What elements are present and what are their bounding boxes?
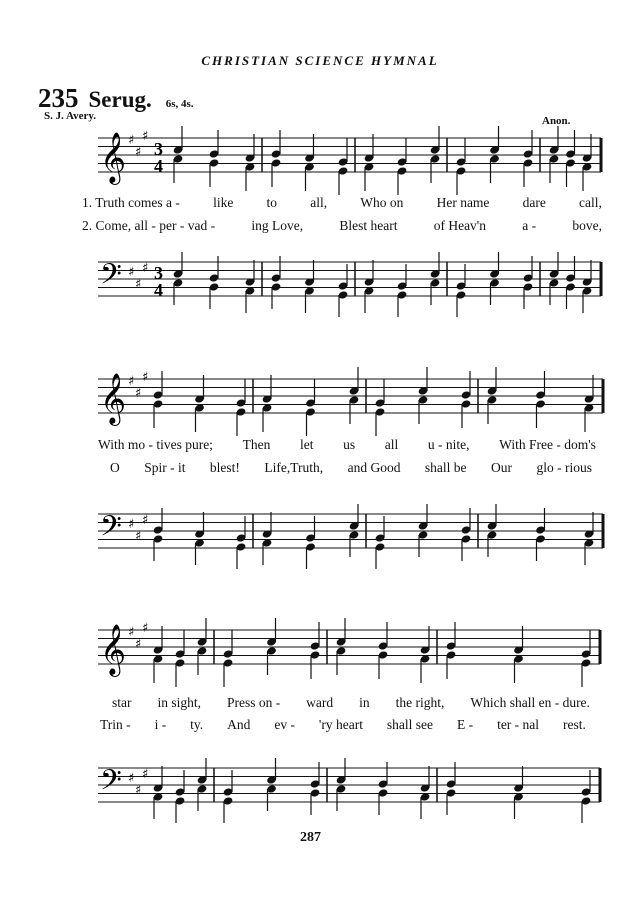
bass-clef: 𝄢 <box>100 764 122 804</box>
lyric-syllable: With mo - tives pure; <box>98 437 213 452</box>
bass-clef: 𝄢 <box>100 258 122 298</box>
lyric-syllable: dare <box>522 195 546 210</box>
lyric-syllable: of Heav'n <box>433 218 486 233</box>
sharp-sign: ♯ <box>128 133 135 148</box>
lyric-line-2-verse-1 <box>98 437 596 453</box>
lyric-syllable: glo - rious <box>536 460 592 475</box>
lyric-syllable: u - nite, <box>427 437 470 452</box>
sharp-sign: ♯ <box>128 265 135 280</box>
author: S. J. Avery. <box>44 110 97 122</box>
lyric-syllable: and Good <box>347 460 401 475</box>
lyric-syllable: With Free - dom's <box>499 437 596 452</box>
sharp-sign: ♯ <box>135 145 142 160</box>
sharp-sign: ♯ <box>128 771 135 786</box>
treble-clef: 𝄞 <box>100 373 127 424</box>
lyric-syllable: 2. Come, all - per - vad - <box>82 218 216 233</box>
sharp-sign: ♯ <box>128 517 135 532</box>
lyric-syllable: 1. Truth comes a - <box>82 195 180 210</box>
lyric-syllable: Which shall en - dure. <box>470 695 590 710</box>
lyric-syllable: Our <box>491 460 512 475</box>
lyric-syllable: Then <box>242 437 271 452</box>
sharp-sign: ♯ <box>135 386 142 401</box>
time-signature-top: 3 <box>154 263 163 283</box>
composer: Anon. <box>542 115 571 127</box>
lyric-syllable: ev - <box>274 717 295 732</box>
lyric-syllable: Who on <box>360 195 404 210</box>
lyric-line-2-verse-2 <box>110 460 592 476</box>
sharp-sign: ♯ <box>142 621 149 636</box>
lyric-line-3-verse-2 <box>100 717 586 733</box>
sharp-sign: ♯ <box>135 529 142 544</box>
lyric-syllable: i - <box>154 717 167 732</box>
lyric-syllable: ter - nal <box>497 717 540 732</box>
lyric-syllable: ty. <box>190 717 204 732</box>
running-head: CHRISTIAN SCIENCE HYMNAL <box>201 53 439 68</box>
lyric-syllable: ing Love, <box>251 218 304 233</box>
lyric-syllable: bove, <box>572 218 602 233</box>
meter: 6s, 4s. <box>165 98 194 110</box>
lyric-syllable: Her name <box>436 195 490 210</box>
sharp-sign: ♯ <box>142 370 149 385</box>
lyric-syllable: like <box>213 195 234 210</box>
lyric-syllable: Trin - <box>100 717 131 732</box>
lyric-line-3-verse-1 <box>112 695 590 711</box>
hymn-number: 235 <box>38 83 79 113</box>
sharp-sign: ♯ <box>135 637 142 652</box>
lyric-syllable: call, <box>579 195 602 210</box>
lyric-syllable: the right, <box>395 695 445 710</box>
lyric-syllable: O <box>110 460 120 475</box>
sharp-sign: ♯ <box>135 277 142 292</box>
lyric-syllable: Spir - it <box>144 460 186 475</box>
lyric-line-1-verse-1 <box>82 195 602 211</box>
lyric-syllable: star <box>112 695 132 710</box>
lyric-syllable: Press on - <box>226 695 281 710</box>
lyric-syllable: Blest heart <box>339 218 398 233</box>
sharp-sign: ♯ <box>142 129 149 144</box>
lyric-syllable: shall be <box>424 460 467 475</box>
bass-clef: 𝄢 <box>100 510 122 550</box>
lyric-syllable: a - <box>522 218 537 233</box>
treble-clef: 𝄞 <box>100 132 127 183</box>
lyric-syllable: blest! <box>209 460 240 475</box>
page-number: 287 <box>300 830 321 845</box>
treble-clef: 𝄞 <box>100 624 127 675</box>
lyric-line-1-verse-2 <box>82 218 602 234</box>
lyric-syllable: all <box>384 437 399 452</box>
sharp-sign: ♯ <box>128 625 135 640</box>
lyric-syllable: And <box>227 717 251 732</box>
time-signature-top: 3 <box>154 139 163 159</box>
lyric-syllable: ward <box>306 695 334 710</box>
lyric-syllable: 'ry heart <box>318 717 363 732</box>
lyric-syllable: all, <box>310 195 328 210</box>
tune-name: Serug. <box>88 87 152 112</box>
lyric-syllable: let <box>299 437 314 452</box>
lyric-syllable: to <box>266 195 278 210</box>
lyric-syllable: shall see <box>386 717 434 732</box>
lyric-syllable: us <box>343 437 356 452</box>
time-signature-bottom: 4 <box>154 156 163 176</box>
sharp-sign: ♯ <box>142 513 149 528</box>
sharp-sign: ♯ <box>128 374 135 389</box>
lyric-syllable: in sight, <box>157 695 201 710</box>
sharp-sign: ♯ <box>135 783 142 798</box>
sharp-sign: ♯ <box>142 261 149 276</box>
lyric-syllable: Life,Truth, <box>264 460 324 475</box>
time-signature-bottom: 4 <box>154 280 163 300</box>
lyric-syllable: rest. <box>563 717 586 732</box>
lyric-syllable: E - <box>456 717 474 732</box>
sharp-sign: ♯ <box>142 767 149 782</box>
lyric-syllable: in <box>359 695 370 710</box>
